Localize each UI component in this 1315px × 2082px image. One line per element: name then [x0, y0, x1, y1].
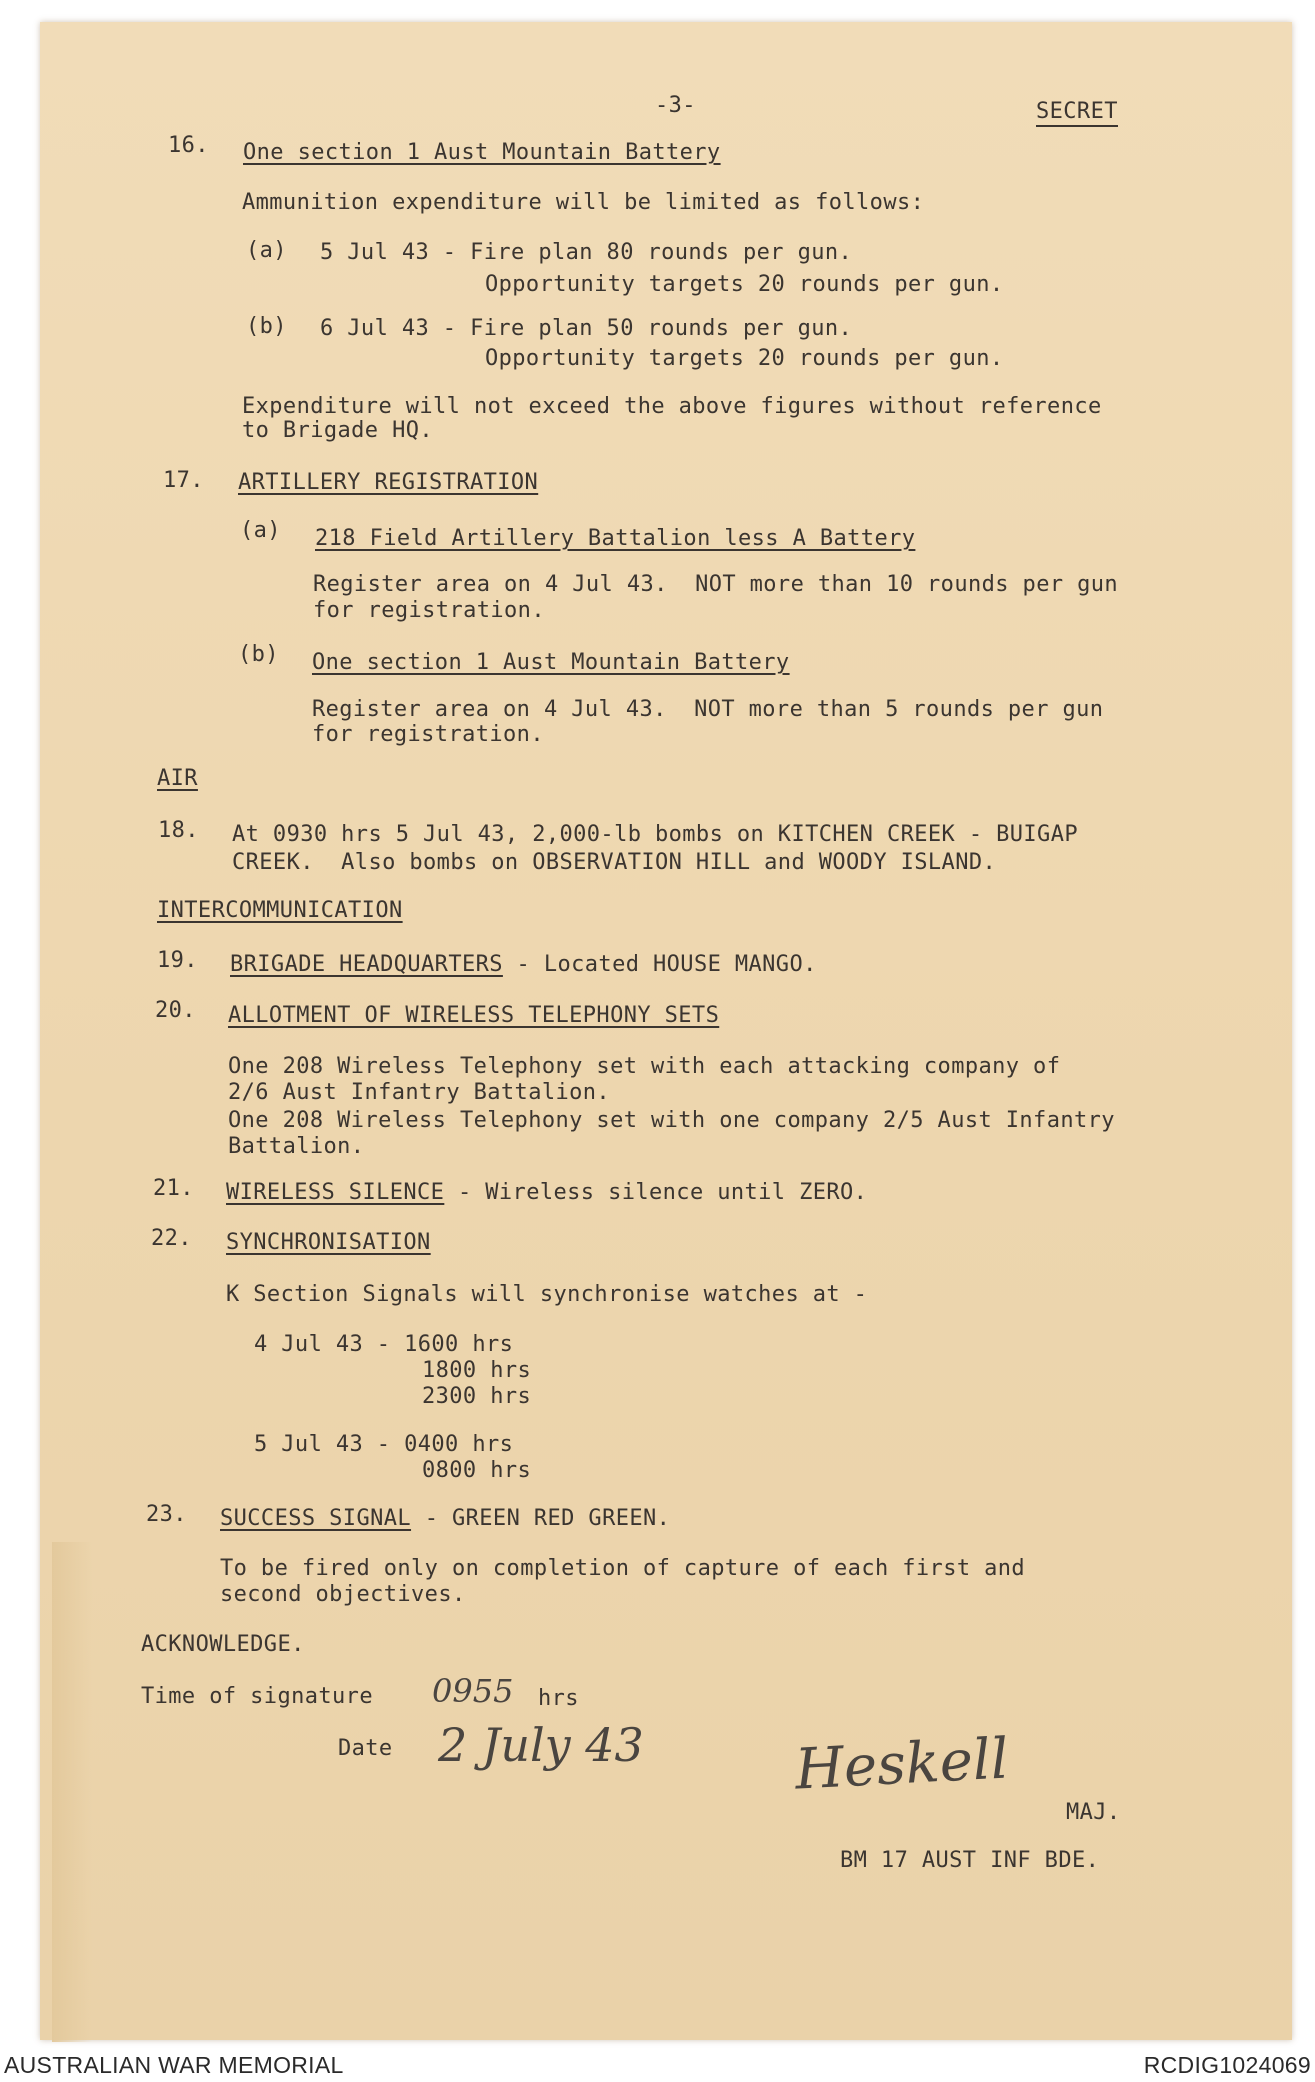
- section-20-number: 20.: [155, 998, 196, 1023]
- section-17-a-line2: for registration.: [313, 598, 545, 623]
- acknowledge-text: ACKNOWLEDGE.: [141, 1632, 305, 1657]
- section-22-intro: K Section Signals will synchronise watches at -: [226, 1282, 868, 1307]
- paper-fold-shadow: [52, 1542, 92, 2042]
- section-16-intro: Ammunition expenditure will be limited as follows:: [242, 190, 925, 215]
- time-of-signature-label: Time of signature: [141, 1684, 373, 1709]
- date-value: 2 July 43: [438, 1718, 644, 1772]
- section-21-number: 21.: [153, 1176, 194, 1201]
- section-21-title: WIRELESS SILENCE: [226, 1180, 445, 1205]
- section-16-b-line2: Opportunity targets 20 rounds per gun.: [485, 346, 1004, 371]
- section-16-note-line2: to Brigade HQ.: [242, 418, 434, 443]
- section-19-number: 19.: [157, 948, 198, 973]
- intercommunication-heading: INTERCOMMUNICATION: [157, 898, 403, 923]
- section-21-detail: - Wireless silence until ZERO.: [444, 1180, 868, 1205]
- date-label: Date: [338, 1736, 393, 1761]
- section-16-title: One section 1 Aust Mountain Battery: [243, 140, 721, 165]
- sync-date-1-time-3: 2300 hrs: [422, 1384, 532, 1409]
- section-23-text: [220, 1506, 670, 1532]
- section-23-line2: second objectives.: [220, 1582, 466, 1607]
- section-17-title: ARTILLERY REGISTRATION: [238, 470, 539, 495]
- section-17-a-label: (a): [240, 518, 281, 543]
- section-17-b-line1: Register area on 4 Jul 43. NOT more than 5 rounds per gun: [312, 697, 1104, 722]
- section-16-a-line2: Opportunity targets 20 rounds per gun.: [485, 272, 1004, 297]
- section-16-b-line1: 6 Jul 43 - Fire plan 50 rounds per gun.: [320, 316, 853, 341]
- section-16-a-label: (a): [246, 238, 287, 263]
- page-number: -3-: [655, 93, 696, 118]
- section-23-title: SUCCESS SIGNAL: [220, 1506, 412, 1531]
- section-22-title: SYNCHRONISATION: [226, 1230, 431, 1255]
- section-23-detail: - GREEN RED GREEN.: [411, 1506, 671, 1531]
- footer-reference: RCDIG1024069: [1143, 2052, 1311, 2078]
- signature: Heskell: [793, 1726, 1011, 1803]
- appointment: BM 17 AUST INF BDE.: [840, 1848, 1100, 1873]
- section-17-b-label: (b): [238, 642, 279, 667]
- classification-marking: SECRET: [1036, 99, 1118, 127]
- rank: MAJ.: [1066, 1800, 1121, 1825]
- sync-date-2: 5 Jul 43 - 0400 hrs: [254, 1432, 514, 1457]
- air-heading: AIR: [157, 766, 198, 791]
- section-18-number: 18.: [158, 818, 199, 843]
- section-20-line3: One 208 Wireless Telephony set with one company 2/5 Aust Infantry: [228, 1108, 1115, 1133]
- section-18-line1: At 0930 hrs 5 Jul 43, 2,000-lb bombs on KITCHEN CREEK - BUIGAP: [232, 822, 1078, 847]
- section-20-line2: 2/6 Aust Infantry Battalion.: [228, 1080, 611, 1105]
- section-17-b-title: One section 1 Aust Mountain Battery: [312, 650, 790, 675]
- section-17-number: 17.: [163, 468, 204, 493]
- section-23-number: 23.: [146, 1502, 187, 1527]
- section-20-line1: One 208 Wireless Telephony set with each attacking company of: [228, 1054, 1061, 1079]
- section-23-line1: To be fired only on completion of capture of each first and: [220, 1556, 1026, 1581]
- sync-date-2-time-2: 0800 hrs: [422, 1458, 532, 1483]
- section-17-a-line1: Register area on 4 Jul 43. NOT more than 10 rounds per gun: [313, 572, 1119, 597]
- section-17-b-line2: for registration.: [312, 722, 544, 747]
- section-16-a-line1: 5 Jul 43 - Fire plan 80 rounds per gun.: [320, 240, 853, 265]
- time-of-signature-unit: hrs: [538, 1686, 579, 1711]
- time-of-signature-value: 0955: [432, 1672, 514, 1710]
- section-16-b-label: (b): [246, 314, 287, 339]
- footer-source: AUSTRALIAN WAR MEMORIAL: [4, 2052, 344, 2078]
- section-22-number: 22.: [151, 1226, 192, 1251]
- section-17-a-title: 218 Field Artillery Battalion less A Battery: [315, 526, 916, 551]
- section-18-line2: CREEK. Also bombs on OBSERVATION HILL and WOODY ISLAND.: [232, 850, 997, 875]
- section-21-text: [226, 1180, 867, 1206]
- sync-date-1: 4 Jul 43 - 1600 hrs: [254, 1332, 514, 1357]
- section-20-line4: Battalion.: [228, 1134, 365, 1159]
- section-19-text: [230, 952, 817, 978]
- section-16-number: 16.: [168, 133, 209, 158]
- section-16-note-line1: Expenditure will not exceed the above figures without reference: [242, 394, 1102, 419]
- section-19-title: BRIGADE HEADQUARTERS: [230, 952, 503, 977]
- section-19-detail: - Located HOUSE MANGO.: [502, 952, 817, 977]
- section-20-title: ALLOTMENT OF WIRELESS TELEPHONY SETS: [228, 1003, 720, 1028]
- sync-date-1-time-2: 1800 hrs: [422, 1358, 532, 1383]
